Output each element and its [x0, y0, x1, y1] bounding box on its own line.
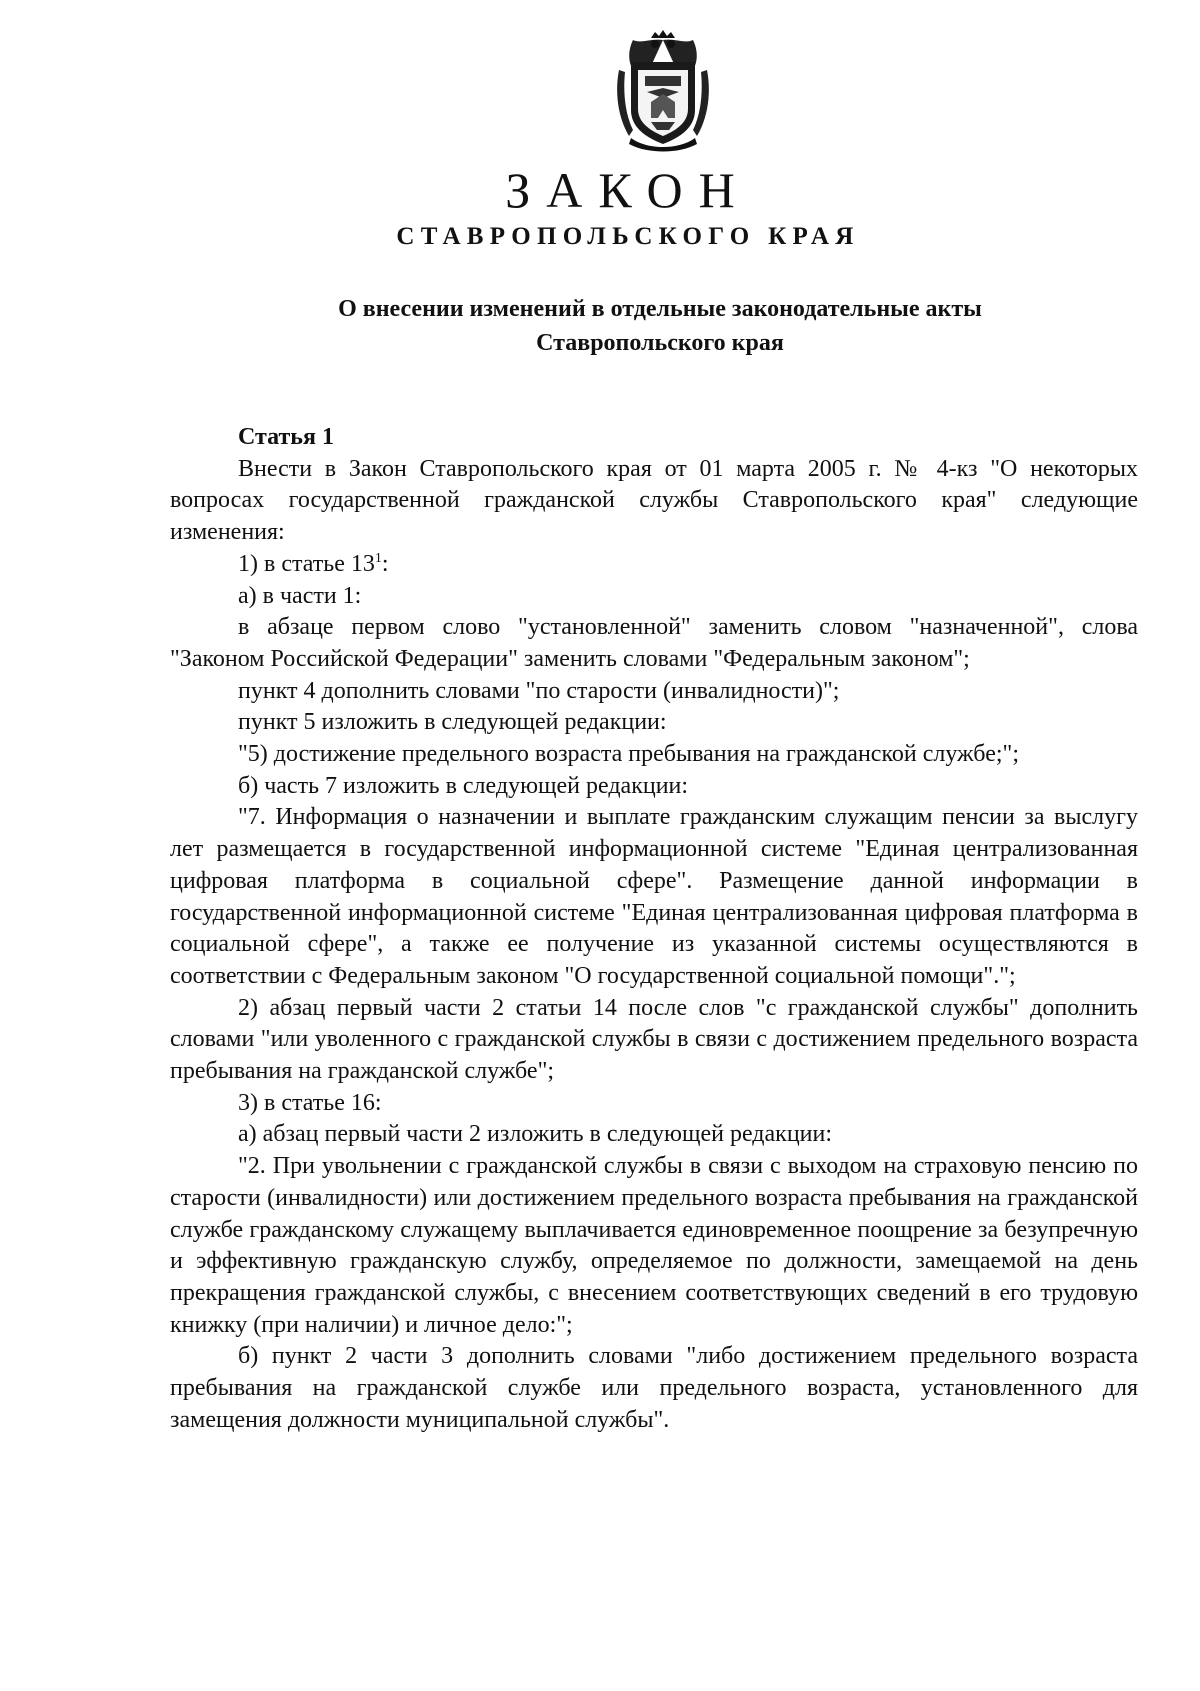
heading-line-2: Ставропольского края	[536, 330, 784, 356]
paragraph-suffix: :	[381, 550, 389, 577]
paragraph-text: 1) в статье 13	[238, 550, 375, 577]
paragraph: "7. Информация о назначении и выплате гражданским служащим пенсии за выслугу лет размещается в государственной информационной системе "Единая централизованная цифровая платформа в социальной сфере". Размещение данной информации в государственной информационной системе "Единая централизованная цифровая платформа в социальной сфере", а также ее получение из указанной системы осуществляются в соответствии с Федеральным законом "О государственной социальной помощи".";	[170, 804, 1138, 989]
paragraph: а) абзац первый части 2 изложить в следующей редакции:	[238, 1121, 833, 1148]
document-body	[170, 422, 1138, 1437]
paragraph: б) часть 7 изложить в следующей редакции:	[238, 772, 689, 799]
paragraph: в абзаце первом слово "установленной" заменить словом "назначенной", слова "Законом Российской Федерации" заменить словами "Федеральным законом";	[170, 614, 1138, 672]
document-subtitle: СТАВРОПОЛЬСКОГО КРАЯ	[396, 223, 860, 250]
paragraph: пункт 4 дополнить словами "по старости (инвалидности)";	[238, 677, 840, 704]
heading-line-1: О внесении изменений в отдельные законодательные акты	[338, 296, 982, 322]
paragraph: пункт 5 изложить в следующей редакции:	[238, 709, 667, 736]
paragraph: а) в части 1:	[238, 582, 362, 609]
article-title: Статья 1	[238, 424, 334, 450]
superscript: 1	[374, 550, 382, 566]
document-title: ЗАКОН	[505, 162, 751, 218]
paragraph	[170, 549, 1138, 581]
paragraph: "5) достижение предельного возраста пребывания на гражданской службе;";	[238, 741, 1019, 768]
paragraph: 2) абзац первый части 2 статьи 14 после слов "с гражданской службы" дополнить словами "или уволенного с гражданской службы в связи с достижением предельного возраста пребывания на гражданской службе";	[170, 994, 1138, 1085]
coat-of-arms-icon	[611, 30, 715, 152]
paragraph: 3) в статье 16:	[238, 1089, 382, 1116]
document-heading	[200, 292, 1120, 360]
paragraph: б) пункт 2 части 3 дополнить словами "либо достижением предельного возраста пребывания на гражданской службе или предельного возраста, установленного для замещения должности муниципальной службы".	[170, 1343, 1138, 1433]
paragraph: "2. При увольнении с гражданской службы в связи с выходом на страховую пенсию по старости (инвалидности) или достижением предельного возраста пребывания на гражданской службе гражданскому служащему выплачивается единовременное поощрение за безупречную и эффективную гражданскую службу, определяемое по должности, замещаемой на день прекращения гражданской службы, с внесением соответствующих сведений в его трудовую книжку (при наличии) и личное дело:";	[170, 1153, 1138, 1338]
paragraph: Внести в Закон Ставропольского края от 01 марта 2005 г. № 4-кз "О некоторых вопросах государственной гражданской службы Ставропольского края" следующие изменения:	[170, 455, 1138, 546]
